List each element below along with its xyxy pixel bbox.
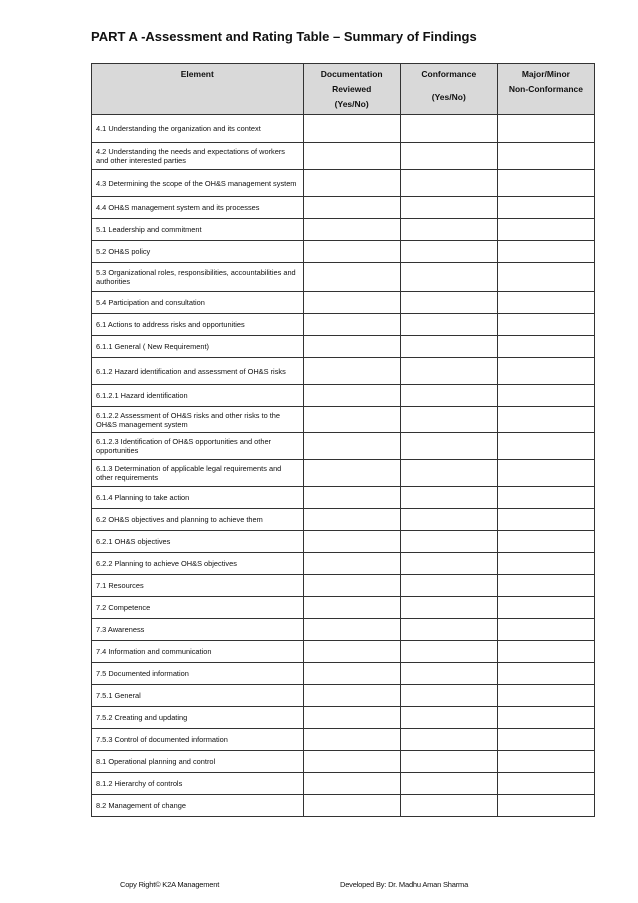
nonconformance-cell[interactable] xyxy=(497,385,594,407)
element-cell: 5.4 Participation and consultation xyxy=(92,292,304,314)
table-row xyxy=(92,358,595,385)
table-row xyxy=(92,575,595,597)
table-row xyxy=(92,115,595,143)
nonconformance-cell[interactable] xyxy=(497,663,594,685)
table-row xyxy=(92,143,595,170)
conformance-cell[interactable] xyxy=(400,531,497,553)
nonconformance-cell[interactable] xyxy=(497,336,594,358)
element-cell: 6.1.2 Hazard identification and assessment of OH&S risks xyxy=(92,358,304,385)
element-cell: 5.1 Leadership and commitment xyxy=(92,219,304,241)
table-row xyxy=(92,509,595,531)
documentation-cell[interactable] xyxy=(303,385,400,407)
nonconformance-cell[interactable] xyxy=(497,707,594,729)
conformance-cell[interactable] xyxy=(400,707,497,729)
element-cell: 6.1.2.1 Hazard identification xyxy=(92,385,304,407)
conformance-cell[interactable] xyxy=(400,553,497,575)
conformance-cell[interactable] xyxy=(400,619,497,641)
header-conf-gap xyxy=(405,82,493,86)
element-cell: 7.1 Resources xyxy=(92,575,304,597)
documentation-cell[interactable] xyxy=(303,170,400,197)
documentation-cell[interactable] xyxy=(303,433,400,460)
nonconformance-cell[interactable] xyxy=(497,219,594,241)
conformance-cell[interactable] xyxy=(400,509,497,531)
element-cell: 4.2 Understanding the needs and expectations of workers and other interested parties xyxy=(92,143,304,170)
nonconformance-cell[interactable] xyxy=(497,314,594,336)
header-conformance xyxy=(400,64,497,115)
conformance-cell[interactable] xyxy=(400,460,497,487)
element-cell: 6.2.1 OH&S objectives xyxy=(92,531,304,553)
element-cell: 7.5.3 Control of documented information xyxy=(92,729,304,751)
table-row xyxy=(92,460,595,487)
conformance-cell[interactable] xyxy=(400,795,497,817)
conformance-cell[interactable] xyxy=(400,751,497,773)
element-cell: 8.2 Management of change xyxy=(92,795,304,817)
nonconformance-cell[interactable] xyxy=(497,685,594,707)
page-title: PART A -Assessment and Rating Table – Summary of Findings xyxy=(91,29,477,44)
conformance-cell[interactable] xyxy=(400,219,497,241)
conformance-cell[interactable] xyxy=(400,729,497,751)
conformance-cell[interactable] xyxy=(400,197,497,219)
element-cell: 8.1.2 Hierarchy of controls xyxy=(92,773,304,795)
documentation-cell[interactable] xyxy=(303,292,400,314)
conformance-cell[interactable] xyxy=(400,292,497,314)
element-cell: 7.5 Documented information xyxy=(92,663,304,685)
conformance-cell[interactable] xyxy=(400,358,497,385)
conformance-cell[interactable] xyxy=(400,115,497,143)
nonconformance-cell[interactable] xyxy=(497,729,594,751)
nonconformance-cell[interactable] xyxy=(497,773,594,795)
conformance-cell[interactable] xyxy=(400,385,497,407)
documentation-cell[interactable] xyxy=(303,263,400,292)
table-row xyxy=(92,197,595,219)
header-doc-line1: Documentation xyxy=(320,69,383,79)
element-cell: 6.1 Actions to address risks and opportunities xyxy=(92,314,304,336)
table-row xyxy=(92,241,595,263)
nonconformance-cell[interactable] xyxy=(497,487,594,509)
footer-developer: Developed By: Dr. Madhu Aman Sharma xyxy=(340,880,469,889)
header-doc-line2: Reviewed xyxy=(332,84,372,94)
documentation-cell[interactable] xyxy=(303,358,400,385)
nonconformance-cell[interactable] xyxy=(497,553,594,575)
nonconformance-cell[interactable] xyxy=(497,597,594,619)
header-maj-line1: Major/Minor xyxy=(521,69,570,79)
documentation-cell[interactable] xyxy=(303,619,400,641)
element-cell: 4.4 OH&S management system and its processes xyxy=(92,197,304,219)
table-row xyxy=(92,336,595,358)
documentation-cell[interactable] xyxy=(303,407,400,433)
documentation-cell[interactable] xyxy=(303,314,400,336)
header-maj-line2: Non-Conformance xyxy=(508,84,583,94)
conformance-cell[interactable] xyxy=(400,170,497,197)
conformance-cell[interactable] xyxy=(400,407,497,433)
table-row xyxy=(92,263,595,292)
table-row xyxy=(92,385,595,407)
conformance-cell[interactable] xyxy=(400,685,497,707)
table-row xyxy=(92,773,595,795)
header-conf-line2: (Yes/No) xyxy=(431,92,466,102)
documentation-cell[interactable] xyxy=(303,509,400,531)
nonconformance-cell[interactable] xyxy=(497,143,594,170)
nonconformance-cell[interactable] xyxy=(497,407,594,433)
nonconformance-cell[interactable] xyxy=(497,751,594,773)
nonconformance-cell[interactable] xyxy=(497,460,594,487)
header-major-minor-nc xyxy=(497,64,594,115)
table-row xyxy=(92,663,595,685)
conformance-cell[interactable] xyxy=(400,641,497,663)
element-cell: 6.1.3 Determination of applicable legal requirements and other requirements xyxy=(92,460,304,487)
documentation-cell[interactable] xyxy=(303,531,400,553)
documentation-cell[interactable] xyxy=(303,143,400,170)
documentation-cell[interactable] xyxy=(303,663,400,685)
element-cell: 6.1.2.3 Identification of OH&S opportunities and other opportunities xyxy=(92,433,304,460)
documentation-cell[interactable] xyxy=(303,641,400,663)
documentation-cell[interactable] xyxy=(303,115,400,143)
documentation-cell[interactable] xyxy=(303,487,400,509)
element-cell: 7.2 Competence xyxy=(92,597,304,619)
documentation-cell[interactable] xyxy=(303,197,400,219)
table-row xyxy=(92,751,595,773)
nonconformance-cell[interactable] xyxy=(497,433,594,460)
documentation-cell[interactable] xyxy=(303,241,400,263)
nonconformance-cell[interactable] xyxy=(497,197,594,219)
element-cell: 8.1 Operational planning and control xyxy=(92,751,304,773)
header-conf-line1: Conformance xyxy=(421,69,477,79)
conformance-cell[interactable] xyxy=(400,433,497,460)
header-doc-line3: (Yes/No) xyxy=(334,99,369,109)
table-row xyxy=(92,619,595,641)
table-row xyxy=(92,170,595,197)
element-cell: 6.2.2 Planning to achieve OH&S objectives xyxy=(92,553,304,575)
header-element-label: Element xyxy=(180,69,214,79)
element-cell: 4.1 Understanding the organization and its context xyxy=(92,115,304,143)
documentation-cell[interactable] xyxy=(303,773,400,795)
nonconformance-cell[interactable] xyxy=(497,531,594,553)
documentation-cell[interactable] xyxy=(303,553,400,575)
nonconformance-cell[interactable] xyxy=(497,641,594,663)
nonconformance-cell[interactable] xyxy=(497,358,594,385)
documentation-cell[interactable] xyxy=(303,707,400,729)
nonconformance-cell[interactable] xyxy=(497,509,594,531)
conformance-cell[interactable] xyxy=(400,336,497,358)
conformance-cell[interactable] xyxy=(400,263,497,292)
table-row xyxy=(92,553,595,575)
table-row xyxy=(92,433,595,460)
documentation-cell[interactable] xyxy=(303,597,400,619)
table-row xyxy=(92,531,595,553)
conformance-cell[interactable] xyxy=(400,487,497,509)
conformance-cell[interactable] xyxy=(400,575,497,597)
table-row xyxy=(92,795,595,817)
documentation-cell[interactable] xyxy=(303,575,400,597)
documentation-cell[interactable] xyxy=(303,751,400,773)
conformance-cell[interactable] xyxy=(400,241,497,263)
nonconformance-cell[interactable] xyxy=(497,115,594,143)
nonconformance-cell[interactable] xyxy=(497,170,594,197)
documentation-cell[interactable] xyxy=(303,219,400,241)
table-row xyxy=(92,641,595,663)
element-cell: 6.1.4 Planning to take action xyxy=(92,487,304,509)
table-row xyxy=(92,407,595,433)
documentation-cell[interactable] xyxy=(303,795,400,817)
nonconformance-cell[interactable] xyxy=(497,241,594,263)
nonconformance-cell[interactable] xyxy=(497,795,594,817)
conformance-cell[interactable] xyxy=(400,773,497,795)
element-cell: 7.5.2 Creating and updating xyxy=(92,707,304,729)
table-row xyxy=(92,292,595,314)
footer-copyright: Copy Right© K2A Management xyxy=(120,880,220,889)
element-cell: 5.3 Organizational roles, responsibilities, accountabilities and authorities xyxy=(92,263,304,292)
element-cell: 6.1.2.2 Assessment of OH&S risks and other risks to the OH&S management system xyxy=(92,407,304,433)
conformance-cell[interactable] xyxy=(400,597,497,619)
conformance-cell[interactable] xyxy=(400,314,497,336)
documentation-cell[interactable] xyxy=(303,729,400,751)
assessment-table xyxy=(91,63,595,817)
table-row xyxy=(92,219,595,241)
table-row xyxy=(92,314,595,336)
header-documentation-reviewed xyxy=(303,64,400,115)
table-row xyxy=(92,685,595,707)
table-row xyxy=(92,729,595,751)
table-row xyxy=(92,487,595,509)
conformance-cell[interactable] xyxy=(400,143,497,170)
element-cell: 5.2 OH&S policy xyxy=(92,241,304,263)
nonconformance-cell[interactable] xyxy=(497,575,594,597)
element-cell: 7.4 Information and communication xyxy=(92,641,304,663)
element-cell: 6.1.1 General ( New Requirement) xyxy=(92,336,304,358)
documentation-cell[interactable] xyxy=(303,460,400,487)
header-element xyxy=(92,64,304,115)
documentation-cell[interactable] xyxy=(303,685,400,707)
table-row xyxy=(92,707,595,729)
nonconformance-cell[interactable] xyxy=(497,263,594,292)
nonconformance-cell[interactable] xyxy=(497,292,594,314)
table-header-row xyxy=(92,64,595,115)
table-row xyxy=(92,597,595,619)
element-cell: 7.5.1 General xyxy=(92,685,304,707)
nonconformance-cell[interactable] xyxy=(497,619,594,641)
conformance-cell[interactable] xyxy=(400,663,497,685)
element-cell: 6.2 OH&S objectives and planning to achieve them xyxy=(92,509,304,531)
element-cell: 7.3 Awareness xyxy=(92,619,304,641)
element-cell: 4.3 Determining the scope of the OH&S management system xyxy=(92,170,304,197)
documentation-cell[interactable] xyxy=(303,336,400,358)
